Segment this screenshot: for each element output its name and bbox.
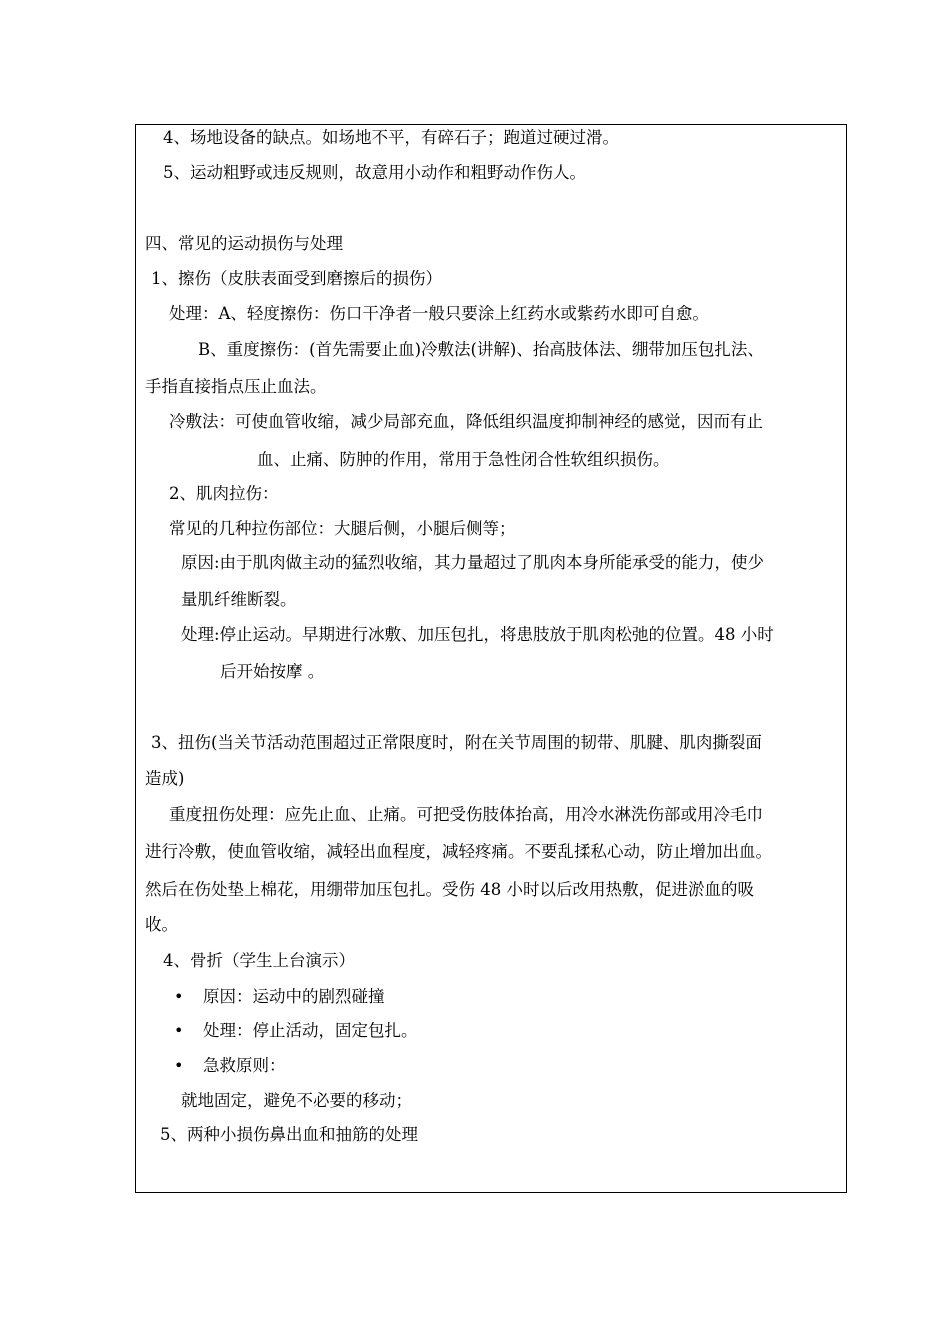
text-line: 收。 bbox=[145, 915, 178, 934]
text-line: 然后在伤处垫上棉花，用绷带加压包扎。受伤 48 小时以后改用热敷，促进淤血的吸 bbox=[145, 880, 754, 899]
text-line: 重度扭伤处理：应先止血、止痛。可把受伤肢体抬高，用冷水淋洗伤部或用冷毛巾 bbox=[169, 805, 763, 824]
text-line: 量肌纤维断裂。 bbox=[181, 590, 297, 609]
text-line: 5、运动粗野或违反规则，故意用小动作和粗野动作伤人。 bbox=[163, 163, 586, 182]
list-item: 原因：运动中的剧烈碰撞 bbox=[203, 987, 385, 1006]
text-line: 处理：A、轻度擦伤：伤口干净者一般只要涂上红药水或紫药水即可自愈。 bbox=[169, 304, 709, 323]
text-line: 冷敷法：可使血管收缩，减少局部充血，降低组织温度抑制神经的感觉，因而有止 bbox=[169, 412, 763, 431]
text-line: 就地固定，避免不必要的移动； bbox=[181, 1091, 412, 1110]
section-heading: 四、常见的运动损伤与处理 bbox=[145, 234, 343, 253]
text-line: 血、止痛、防肿的作用，常用于急性闭合性软组织损伤。 bbox=[257, 450, 670, 469]
bullet-icon: • bbox=[174, 1056, 184, 1075]
text-line: 原因:由于肌肉做主动的猛烈收缩，其力量超过了肌肉本身所能承受的能力，使少 bbox=[181, 553, 765, 572]
subsection-heading: 3、扭伤(当关节活动范围超过正常限度时，附在关节周围的韧带、肌腱、肌肉撕裂面 bbox=[151, 733, 762, 752]
subsection-heading: 5、两种小损伤鼻出血和抽筋的处理 bbox=[160, 1125, 418, 1144]
text-line: 手指直接指点压止血法。 bbox=[145, 377, 327, 396]
bullet-icon: • bbox=[174, 987, 184, 1006]
bullet-icon: • bbox=[174, 1021, 184, 1040]
text-line: 4、场地设备的缺点。如场地不平，有碎石子；跑道过硬过滑。 bbox=[163, 128, 619, 147]
subsection-heading: 2、肌肉拉伤： bbox=[169, 484, 279, 503]
list-item: 急救原则： bbox=[203, 1056, 286, 1075]
subsection-heading: 1、擦伤（皮肤表面受到磨擦后的损伤） bbox=[151, 269, 442, 288]
text-line: 造成) bbox=[145, 769, 185, 788]
text-line: 常见的几种拉伤部位：大腿后侧，小腿后侧等； bbox=[169, 519, 516, 538]
list-item: 处理：停止活动，固定包扎。 bbox=[203, 1021, 418, 1040]
text-line: 处理:停止运动。早期进行冰敷、加压包扎，将患肢放于肌肉松弛的位置。48 小时 bbox=[181, 625, 774, 644]
subsection-heading: 4、骨折（学生上台演示） bbox=[163, 951, 355, 970]
text-line: 进行冷敷，使血管收缩，减轻出血程度，减轻疼痛。不要乱揉私心动，防止增加出血。 bbox=[145, 842, 772, 861]
text-line: B、重度擦伤：(首先需要止血)冷敷法(讲解)、抬高肢体法、绷带加压包扎法、 bbox=[198, 340, 764, 359]
text-line: 后开始按摩 。 bbox=[220, 662, 325, 681]
